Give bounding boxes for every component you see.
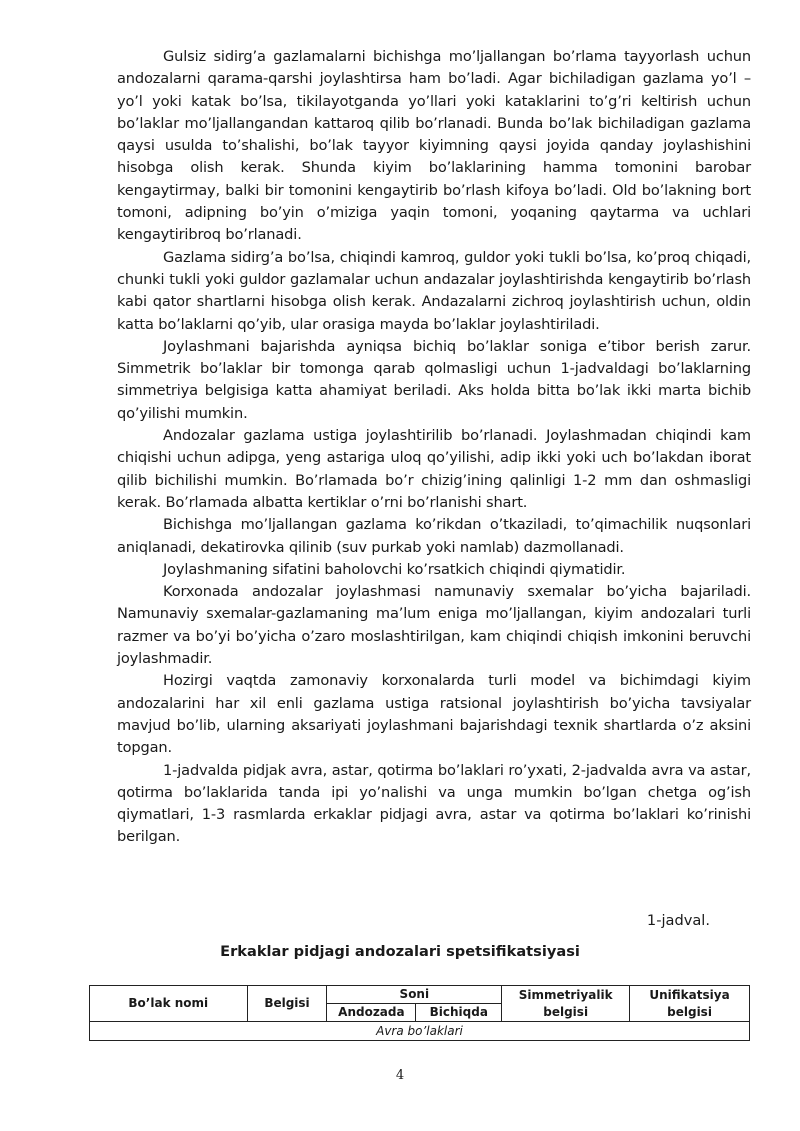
header-unification: Unifikatsiya belgisi	[630, 986, 750, 1022]
header-count: Soni	[327, 986, 502, 1004]
paragraph: 1-jadvalda pidjak avra, astar, qotirma bo’laklari ro’yxati, 2-jadvalda avra va astar, qotirma bo’laklarida tanda ipi yo’nalishi va unga mumkin bo’lgan chetga og’ish qiymatlari, 1-3 rasmlarda erkaklar pidjagi avra, astar va qotirma bo’laklari ko’rinishi berilgan.	[117, 761, 751, 846]
page-number: 4	[395, 1068, 405, 1083]
paragraph: Gulsiz sidirg’a gazlamalarni bichishga mo’ljallangan bo’rlama tayyorlash uchun andozalarni qarama-qarshi joylashtirsa ham bo’ladi. Agar bichiladigan gazlama yo’l – yo’l yoki katak bo’lsa, tikilayotganda yo’llari yoki kataklarini to’g’ri keltirish uchun bo’laklar mo’ljallangandan kattaroq qilib bo’rlanadi. Bunda bo’lak bichiladigan gazlama qaysi usulda to’shalishi, bo’lak tayyor kiyimning qaysi joyida qanday joylashishini hisobga olish kerak. Shunda kiyim bo’laklarining hamma tomonini barobar kengaytirmay, balki bir tomonini kengaytirib bo’rlash kifoya bo’ladi. Old bo’lakning bort tomoni, adipning bo’yin o’miziga yaqin tomoni, yoqaning qaytarma va uchlari kengaytiribroq bo’rlanadi.	[117, 48, 751, 244]
header-symmetry: Simmetriyalik belgisi	[502, 986, 630, 1022]
header-count-pattern: Andozada	[327, 1004, 416, 1022]
body-text	[117, 46, 751, 849]
paragraph: Korxonada andozalar joylashmasi namunaviy sxemalar bo’yicha bajariladi. Namunaviy sxemalar-gazlamaning ma’lum eniga mo’ljallangan, kiyim andozalari turli razmer va bo’yi bo’yicha o’zaro moslashtirilgan, kam chiqindi chiqish imkonini beruvchi joylashmadir.	[117, 583, 751, 668]
header-count-cut: Bichiqda	[416, 1004, 502, 1022]
table-title: Erkaklar pidjagi andozalari spetsifikatsiyasi	[220, 943, 580, 960]
paragraph: Joylashmani bajarishda ayniqsa bichiq bo’laklar soniga e’tibor berish zarur. Simmetrik bo’laklar bir tomonga qarab qolmasligi uchun 1-jadvaldagi bo’laklarning simmetriya belgisiga katta ahamiyat beriladi. Aks holda bitta bo’lak ikki marta bichib qo’yilishi mumkin.	[117, 337, 751, 422]
section-row-avra: Avra bo’laklari	[90, 1022, 750, 1041]
header-mark: Belgisi	[247, 986, 327, 1022]
paragraph: Andozalar gazlama ustiga joylashtirilib bo’rlanadi. Joylashmadan chiqindi kam chiqishi uchun adipga, yeng astariga uloq qo’yilishi, adip ikki yoki uch bo’lakdan iborat qilib bichilishi mumkin. Bo’rlamada bo’r chizig’ining qalinligi 1-2 mm dan oshmasligi kerak. Bo’rlamada albatta kertiklar o’rni bo’rlanishi shart.	[117, 427, 751, 511]
paragraph: Joylashmaning sifatini baholovchi ko’rsatkich chiqindi qiymatidir.	[163, 560, 626, 578]
specification-table	[89, 985, 750, 1041]
table-label: 1-jadval.	[646, 912, 710, 929]
paragraph: Hozirgi vaqtda zamonaviy korxonalarda turli model va bichimdagi kiyim andozalarini har xil enli gazlama ustiga ratsional joylashtirish bo’yicha tavsiyalar mavjud bo’lib, ularning aksariyati joylashmani bajarishdagi texnik shartlarda o’z aksini topgan.	[117, 672, 751, 757]
paragraph: Gazlama sidirg’a bo’lsa, chiqindi kamroq, guldor yoki tukli bo’lsa, ko’proq chiqadi, chunki tukli yoki guldor gazlamalar uchun andazalar joylashtirishda kengaytirib bo’rlash kabi qator shartlarni hisobga olish kerak. Andazalarni zichroq joylashtirish uchun, oldin katta bo’laklarni qo’yib, ular orasiga mayda bo’laklar joylashtiriladi.	[117, 248, 751, 333]
header-part-name: Bo’lak nomi	[90, 986, 248, 1022]
paragraph: Bichishga mo’ljallangan gazlama ko’rikdan o’tkaziladi, to’qimachilik nuqsonlari aniqlanadi, dekatirovka qilinib (suv purkab yoki namlab) dazmollanadi.	[117, 516, 751, 556]
